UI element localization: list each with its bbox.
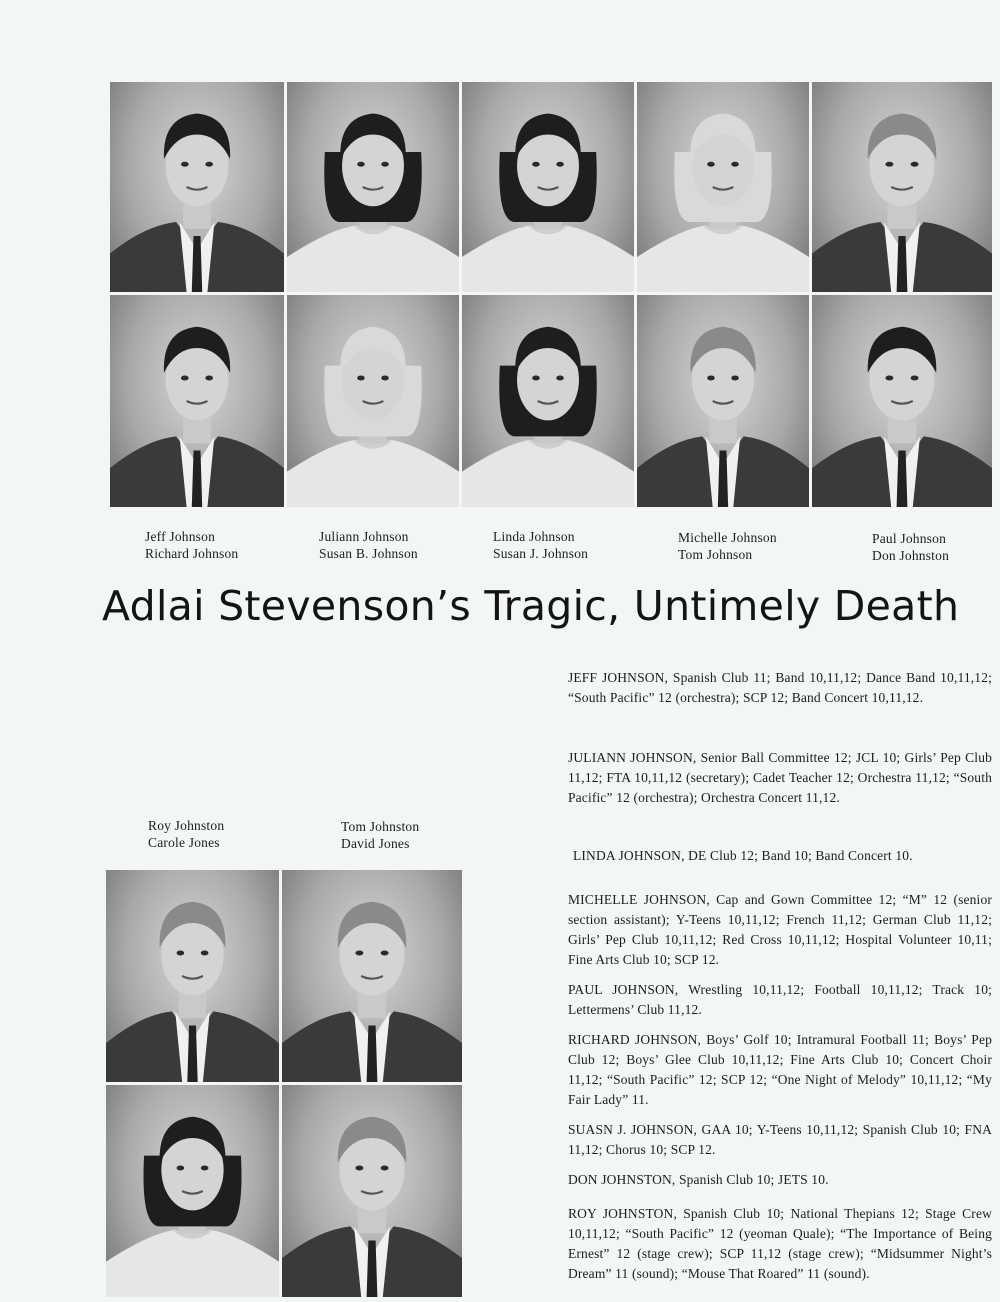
portrait-silhouette [812,295,992,507]
caption-name: Richard Johnson [145,546,239,561]
portrait-silhouette [110,295,284,507]
caption-name: Juliann Johnson [319,529,409,544]
portrait-silhouette [462,82,634,292]
portrait-photo [282,1085,462,1297]
caption-name: Tom Johnston [341,819,420,834]
portrait-photo [812,82,992,292]
bio-entry: LINDA JOHNSON, DE Club 12; Band 10; Band Concert 10. [573,848,913,863]
photo-caption [341,818,419,852]
photo-caption [148,817,224,851]
caption-name: Roy Johnston [148,818,225,833]
caption-name: Carole Jones [148,835,220,850]
bio-entry: RICHARD JOHNSON, Boys’ Golf 10; Intramural Football 11; Boys’ Pep Club 12; Boys’ Glee Club 10,11,12; Fine Arts Club 10; Concert Choir 11,12; “South Pacific” 12; SCP 12; “One Night of Melody” 10,11,12; “My Fair Lady” 11. [568,1032,992,1107]
portrait-photo [812,295,992,507]
bio-entry: SUASN J. JOHNSON, GAA 10; Y-Teens 10,11,12; Spanish Club 10; FNA 11,12; Chorus 10; SCP 12. [568,1122,992,1157]
portrait-photo [287,82,459,292]
caption-name: Michelle Johnson [678,530,777,545]
bio-entry: JEFF JOHNSON, Spanish Club 11; Band 10,11,12; Dance Band 10,11,12; “South Pacific” 12 (orchestra); SCP 12; Band Concert 10,11,12. [568,670,992,705]
portrait-photo [287,295,459,507]
caption-name: Don Johnston [872,548,950,563]
portrait-silhouette [287,295,459,507]
photo-caption [493,528,588,562]
portrait-silhouette [106,1085,279,1297]
portrait-photo [462,295,634,507]
portrait-photo [282,870,462,1082]
bio-entry: DON JOHNSTON, Spanish Club 10; JETS 10. [568,1172,829,1187]
caption-name: Susan J. Johnson [493,546,589,561]
caption-name: Paul Johnson [872,531,947,546]
portrait-silhouette [462,295,634,507]
portrait-photo [637,295,809,507]
photo-caption [678,529,777,563]
portrait-silhouette [637,82,809,292]
caption-name: Linda Johnson [493,529,575,544]
portrait-photo [110,295,284,507]
photo-caption [319,528,418,562]
portrait-silhouette [637,295,809,507]
portrait-silhouette [812,82,992,292]
portrait-photo [462,82,634,292]
caption-name: David Jones [341,836,410,851]
photo-caption [872,530,949,564]
caption-name: Susan B. Johnson [319,546,418,561]
portrait-silhouette [110,82,284,292]
bio-entry: ROY JOHNSTON, Spanish Club 10; National Thepians 12; Stage Crew 10,11,12; “South Pacific” 12 (yeoman Quale); “The Importance of Being Ernest” 12 (stage crew); SCP 11,12 (stage crew); “Midsummer Night’s Dream” 11 (sound); “Mouse That Roared” 11 (sound). [568,1206,992,1281]
portrait-photo [637,82,809,292]
bio-entry: MICHELLE JOHNSON, Cap and Gown Committee 12; “M” 12 (senior section assistant); Y-Teens 10,11,12; French 11,12; German Club 11,12; Girls’ Pep Club 10,11,12; Red Cross 10,11,12; Hospital Volunteer 10,11; Fine Arts Club 10; SCP 12. [568,892,992,967]
caption-name: Jeff Johnson [145,529,216,544]
portrait-silhouette [287,82,459,292]
portrait-silhouette [282,1085,462,1297]
page-headline: Adlai Stevenson’s Tragic, Untimely Death [102,582,960,630]
portrait-photo [110,82,284,292]
portrait-silhouette [282,870,462,1082]
caption-name: Tom Johnson [678,547,753,562]
portrait-photo [106,870,279,1082]
bio-entry: JULIANN JOHNSON, Senior Ball Committee 12; JCL 10; Girls’ Pep Club 11,12; FTA 10,11,12 (secretary); Cadet Teacher 12; Orchestra 11,12; “South Pacific” 12 (orchestra); Orchestra Concert 11,12. [568,750,992,805]
photo-caption [145,528,238,562]
bio-entry: PAUL JOHNSON, Wrestling 10,11,12; Football 10,11,12; Track 10; Lettermens’ Club 11,12. [568,982,992,1017]
portrait-silhouette [106,870,279,1082]
portrait-photo [106,1085,279,1297]
